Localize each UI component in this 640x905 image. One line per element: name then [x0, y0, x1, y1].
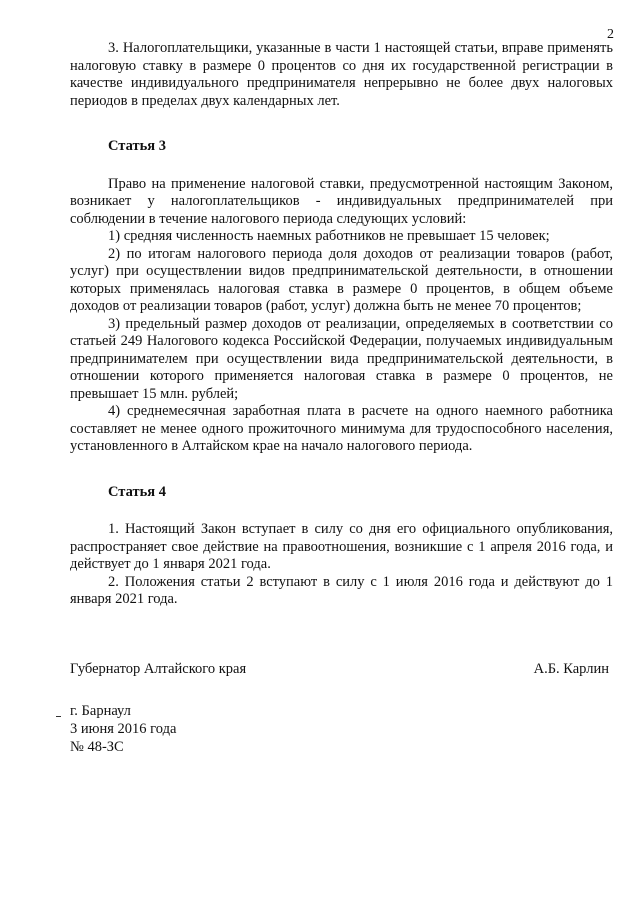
page-number: 2 [607, 27, 614, 42]
footer-date: 3 июня 2016 года [70, 721, 177, 737]
article3-lead: Право на применение налоговой ставки, предусмотренной настоящим Законом, возникает у налогоплательщиков - индивидуальных предпринимателей при соблюдении в течение налогового периода следующих условий: [70, 175, 613, 227]
signature-block [70, 661, 613, 679]
article3-title: Статья 3 [108, 138, 166, 154]
article3-condition-1: 1) средняя численность наемных работников не превышает 15 человек; [108, 228, 550, 244]
article3-condition-2: 2) по итогам налогового периода доля доходов от реализации товаров (работ, услуг) при осуществлении видов предпринимательской деятельности, в отношении которых применялась налоговая ставка в размере 0 процентов, в общем объеме доходов от реализации товаров (работ, услуг) должна быть не менее 70 процентов; [70, 245, 613, 314]
signatory-position: Губернатор Алтайского края [70, 660, 247, 677]
article2-item3: 3. Налогоплательщики, указанные в части 1 настоящей статьи, вправе применять налоговую ставку в размере 0 процентов со дня их государственной регистрации в качестве индивидуального предпринимателя непрерывно не более двух налоговых периодов в пределах двух календарных лет. [70, 40, 613, 109]
scan-mark [56, 716, 61, 717]
article4-item-2: 2. Положения статьи 2 вступают в силу с 1 июля 2016 года и действуют до 1 января 2021 года. [70, 573, 613, 607]
signatory-name: А.Б. Карлин [533, 660, 609, 677]
document-footer [70, 702, 613, 756]
footer-law-number: № 48-ЗС [70, 739, 124, 755]
article4-title: Статья 4 [108, 483, 166, 500]
article3-condition-3: 3) предельный размер доходов от реализации, определяемых в соответствии со статьей 249 Налогового кодекса Российской Федерации, получаемых индивидуальным предпринимателем при осуществлении вида предпринимательской деятельности, в отношении которого применяется налоговая ставка в размере 0 процентов, не превышает 15 млн. рублей; [70, 315, 613, 402]
footer-city: г. Барнаул [70, 703, 131, 719]
article4-item-1: 1. Настоящий Закон вступает в силу со дня его официального опубликования, распространяет свое действие на правоотношения, возникшие с 1 апреля 2016 года, и действует до 1 января 2021 года. [70, 521, 613, 572]
article3-condition-4: 4) среднемесячная заработная плата в расчете на одного наемного работника составляет не менее одного прожиточного минимума для трудоспособного населения, установленного в Алтайском крае на начало налогового периода. [70, 403, 613, 454]
document-body [70, 40, 613, 756]
